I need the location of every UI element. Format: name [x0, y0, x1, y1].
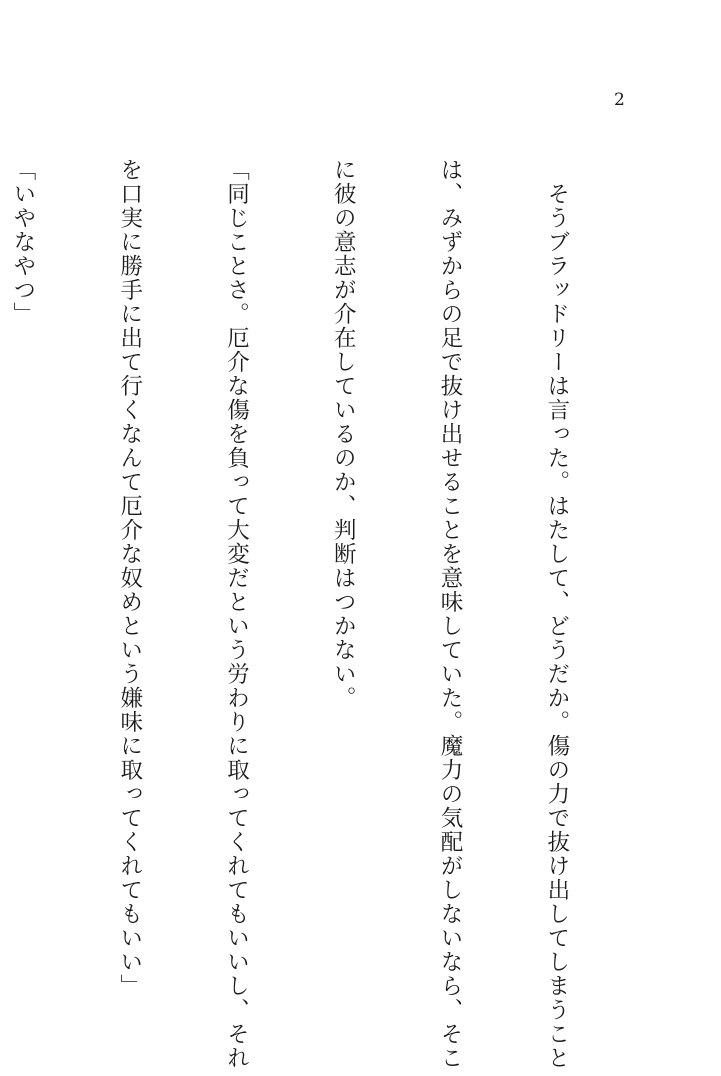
text-line: そうブラッドリーは言った。はたして、どうだか。傷の力で抜け出してしまうこと — [543, 158, 570, 1070]
page-number: 2 — [614, 90, 625, 110]
text-line: に彼の意志が介在しているのか、判断はつかない。 — [330, 158, 357, 710]
vertical-text-body — [0, 158, 645, 1070]
text-line: を口実に勝手に出て行くなんて厄介な奴めという嫌味に取ってくれてもいい」 — [116, 158, 143, 998]
text-line: 「同じことさ。厄介な傷を負って大変だという労わりに取ってくれてもいいし、それ — [223, 158, 250, 1070]
text-line: は、みずからの足で抜け出せることを意味していた。魔力の気配がしないなら、そこ — [437, 158, 464, 1070]
text-line: 「いやなやつ」 — [9, 158, 36, 326]
